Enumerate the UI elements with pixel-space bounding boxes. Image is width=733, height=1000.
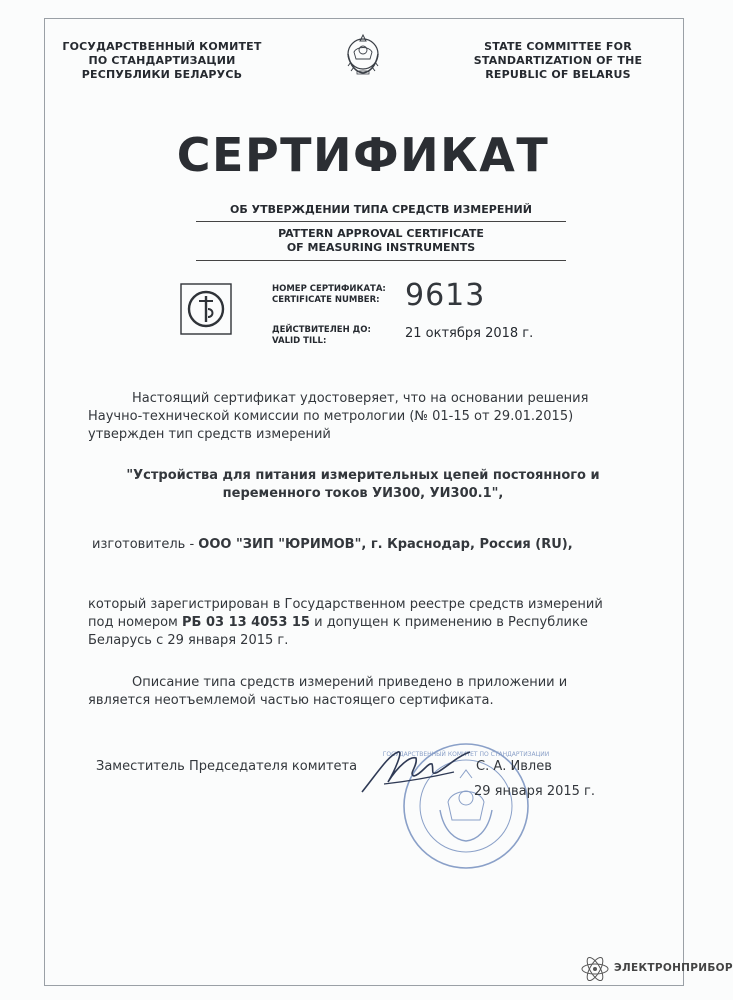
label-en: VALID TILL: [272, 336, 327, 346]
brand-name: ЭЛЕКТРОНПРИБОР [614, 962, 733, 974]
signature-date: 29 января 2015 г. [474, 784, 596, 799]
handwritten-signature [358, 742, 478, 802]
manufacturer-prefix: изготовитель - [92, 537, 199, 552]
issuer-line: РЕСПУБЛИКИ БЕЛАРУСЬ [81, 68, 243, 81]
device-line: "Устройства для питания измерительных цепей постоянного и [126, 468, 600, 483]
description-line: является неотъемлемой частью настоящего сертификата. [88, 693, 494, 708]
intro-line: утвержден тип средств измерений [88, 427, 331, 442]
state-emblem-icon [342, 32, 384, 76]
subtitle-en-line: OF MEASURING INSTRUMENTS [286, 241, 476, 254]
label-ru: НОМЕР СЕРТИФИКАТА: [272, 284, 386, 294]
issuer-name-en [458, 40, 658, 82]
valid-till-label [272, 325, 371, 347]
stb-logo-icon [180, 283, 232, 335]
description-paragraph [88, 674, 658, 710]
registration-suffix: и допущен к применению в Республике [309, 615, 588, 630]
registration-line: Беларусь с 29 января 2015 г. [88, 633, 289, 648]
issuer-line: STANDARTIZATION OF THE [473, 54, 643, 67]
intro-line: Настоящий сертификат удостоверяет, что на основании решения [132, 391, 589, 406]
divider [196, 221, 566, 222]
label-en: CERTIFICATE NUMBER: [272, 295, 380, 305]
issuer-line: STATE COMMITTEE FOR [484, 40, 632, 53]
subtitle-en-line: PATTERN APPROVAL CERTIFICATE [278, 227, 484, 240]
certificate-number: 9613 [405, 278, 486, 313]
intro-line: Научно-технической комиссии по метрологии (№ 01-15 от 29.01.2015) [88, 409, 574, 424]
issuer-line: ГОСУДАРСТВЕННЫЙ КОМИТЕТ [62, 40, 262, 53]
stamp-text: ГОСУДАРСТВЕННЫЙ КОМИТЕТ ПО СТАНДАРТИЗАЦИИ [382, 751, 550, 758]
description-line: Описание типа средств измерений приведено в приложении и [132, 675, 568, 690]
device-name [76, 467, 650, 503]
registration-line: который зарегистрирован в Государственном реестре средств измерений [88, 597, 603, 612]
subtitle-en [196, 227, 566, 255]
issuer-line: ПО СТАНДАРТИЗАЦИИ [88, 54, 236, 67]
registration-paragraph [88, 596, 658, 650]
registration-prefix: под номером [88, 615, 182, 630]
atom-icon [580, 954, 610, 984]
certificate-number-label [272, 284, 386, 306]
registration-number: РБ 03 13 4053 15 [181, 615, 310, 630]
certificate-title: СЕРТИФИКАТ [176, 128, 550, 182]
signatory-position: Заместитель Председателя комитета [96, 759, 358, 774]
valid-till-date: 21 октября 2018 г. [405, 326, 534, 341]
manufacturer-line [92, 536, 652, 554]
intro-paragraph [88, 390, 648, 444]
brand-watermark [580, 952, 733, 988]
label-ru: ДЕЙСТВИТЕЛЕН ДО: [272, 325, 371, 335]
logo-letters: СТБ [202, 328, 210, 333]
manufacturer-name: ООО "ЗИП "ЮРИМОВ", г. Краснодар, Россия (RU), [198, 537, 573, 552]
issuer-line: REPUBLIC OF BELARUS [485, 68, 631, 81]
signatory-name: С. А. Ивлев [476, 759, 552, 774]
registration-line [88, 614, 658, 632]
subtitle-ru: ОБ УТВЕРЖДЕНИИ ТИПА СРЕДСТВ ИЗМЕРЕНИЙ [230, 203, 532, 216]
issuer-name-ru [62, 40, 262, 82]
device-line: переменного токов УИ300, УИ300.1", [222, 486, 504, 501]
divider [196, 260, 566, 261]
